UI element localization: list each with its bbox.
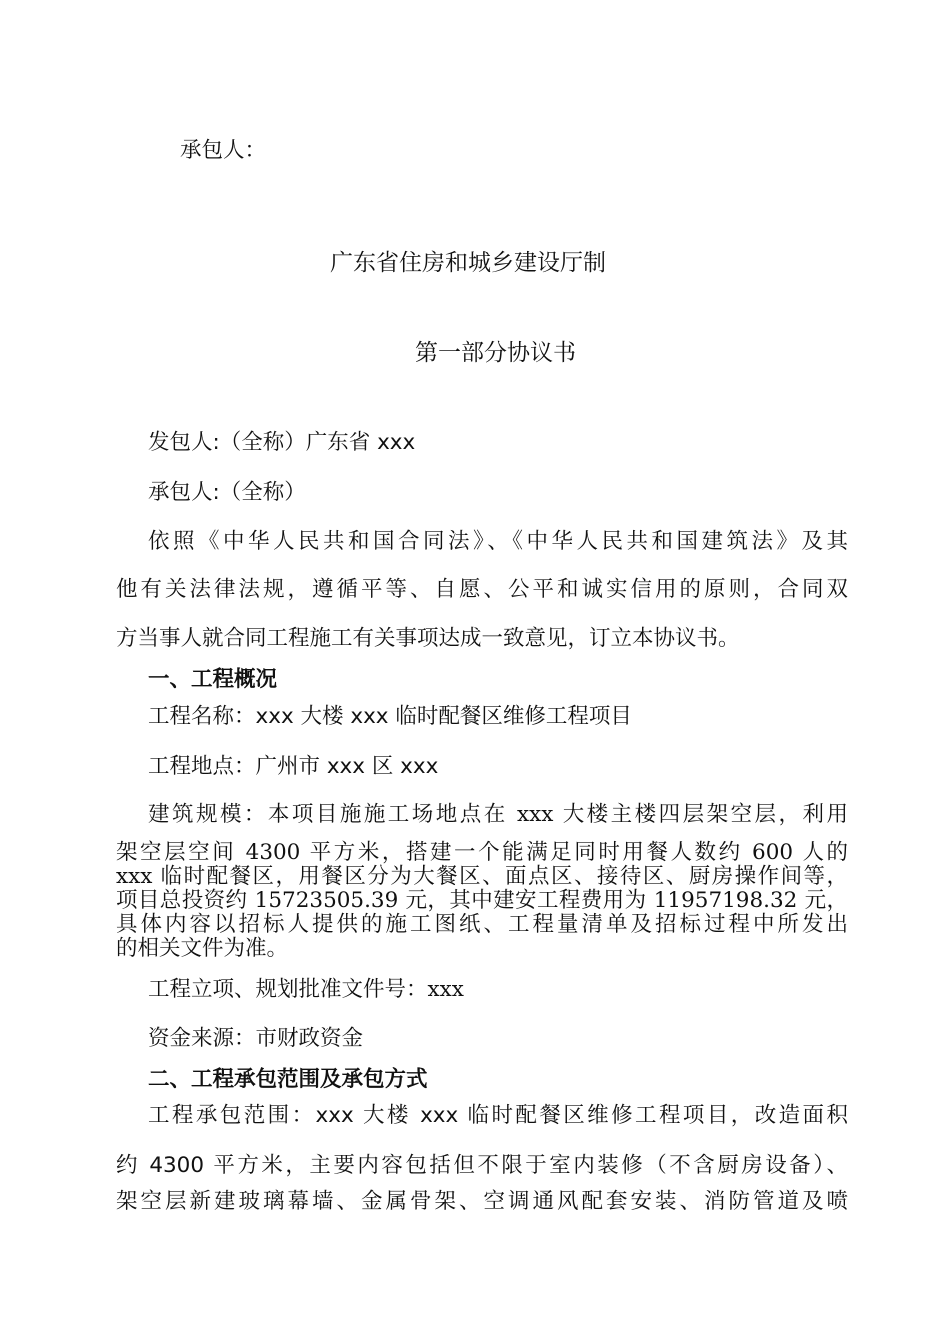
contractor-label: 承包人： xyxy=(180,138,267,163)
scope-line-1: 工程承包范围：xxx 大楼 xxx 临时配餐区维修工程项目，改造面积 xyxy=(148,1103,848,1128)
part-title: 第一部分协议书 xyxy=(415,340,576,366)
scale-line-3: xxx 临时配餐区，用餐区分为大餐区、面点区、接待区、厨房操作间等， xyxy=(116,864,848,889)
section1-heading: 一、工程概况 xyxy=(148,667,278,692)
employer-line: 发包人:（全称）广东省 xxx xyxy=(148,430,416,455)
scale-line-6: 的相关文件为准。 xyxy=(116,936,289,961)
approval-line: 工程立项、规划批准文件号：xxx xyxy=(148,977,464,1002)
scope-line-3: 架空层新建玻璃幕墙、金属骨架、空调通风配套安装、消防管道及喷 xyxy=(116,1189,848,1214)
issuer-line: 广东省住房和城乡建设厅制 xyxy=(330,250,606,276)
preamble-line-2: 他有关法律法规，遵循平等、自愿、公平和诚实信用的原则，合同双 xyxy=(116,577,848,602)
preamble-line-3: 方当事人就合同工程施工有关事项达成一致意见，订立本协议书。 xyxy=(116,626,740,651)
scale-line-1: 建筑规模：本项目施施工场地点在 xxx 大楼主楼四层架空层，利用 xyxy=(148,802,848,827)
funding-line: 资金来源：市财政资金 xyxy=(148,1026,364,1051)
scale-line-4: 项目总投资约 15723505.39 元，其中建安工程费用为 11957198.32 元， xyxy=(116,888,848,913)
contractor-line: 承包人:（全称） xyxy=(148,480,306,505)
section2-heading: 二、工程承包范围及承包方式 xyxy=(148,1067,428,1092)
project-location-line: 工程地点：广州市 xxx 区 xxx xyxy=(148,754,439,779)
project-name-line: 工程名称：xxx 大楼 xxx 临时配餐区维修工程项目 xyxy=(148,704,632,729)
scope-line-2: 约 4300 平方米，主要内容包括但不限于室内装修（不含厨房设备）、 xyxy=(116,1153,848,1178)
scale-line-2: 架空层空间 4300 平方米，搭建一个能满足同时用餐人数约 600 人的 xyxy=(116,840,848,865)
scale-line-5: 具体内容以招标人提供的施工图纸、工程量清单及招标过程中所发出 xyxy=(116,912,848,937)
preamble-line-1: 依照《中华人民共和国合同法》、《中华人民共和国建筑法》及其 xyxy=(148,529,848,554)
